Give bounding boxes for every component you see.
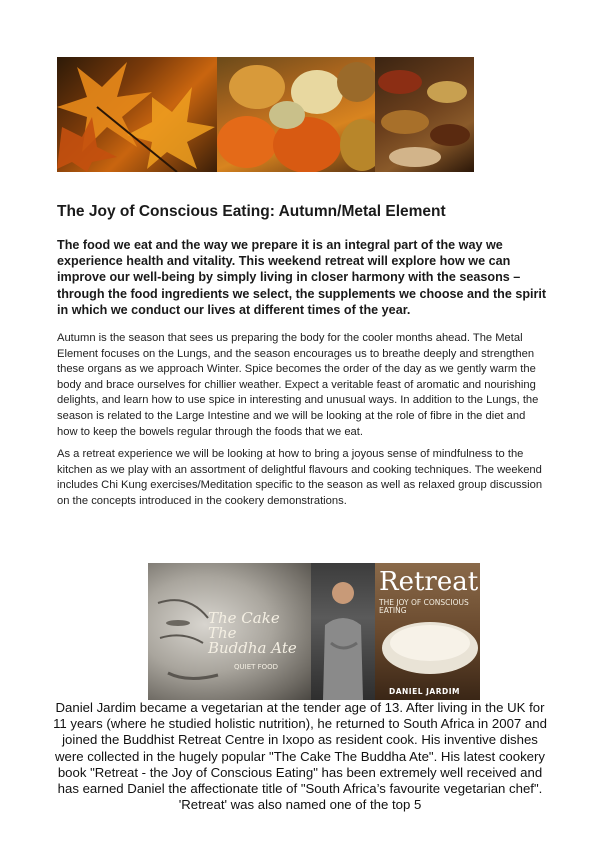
squash-pumpkins-photo [217,57,375,172]
autumn-paragraph: Autumn is the season that sees us preparing the body for the cooler months ahead. The Metal Element focuses on the Lungs, and the season encourages us to breathe deeply and strengthen these organs as we approach Winter. Spice becomes the order of the day as we gently warm the body and brace ourselves for chillier weather. Expect a veritable feast of aromatic and nourishing delights, and learn how to use spice in interesting and unusual ways. In addition to the Lungs, the season is related to the Large Intestine and we will be looking at the role of fibre in the diet and how to keep the bowels regular through the foods that we eat. [57,332,539,438]
retreat-book-subtitle: THE JOY OF CONSCIOUS EATING [379,598,469,615]
page-title: The Joy of Conscious Eating: Autumn/Metal Element [57,203,446,220]
retreat-book-title: Retreat [379,567,479,597]
author-bio: Daniel Jardim became a vegetarian at the tender age of 13. After living in the UK for 11 years (where he studied holistic nutrition), he returned to South Africa in 2007 and joined the Buddhist Retreat Centre in Ixopo as resident cook. His inventive dishes were collected in the hugely popular "The Cake The Buddha Ate". His latest cookery book "Retreat - the Joy of Conscious Eating" has been extremely well received and has earned Daniel the affectionate title of "South Africa’s favourite vegetarian chef". 'Retreat' was also named one of the top 5 [53,700,547,813]
retreat-book-author: DANIEL JARDIM [389,687,460,696]
book-covers-image [148,563,480,700]
retreat-paragraph: As a retreat experience we will be looking at how to bring a joyous sense of mindfulness to the kitchen as we play with an assortment of delightful flavours and cooking techniques. The weekend includes Chi Kung exercises/Meditation specific to the season as well as relaxed group discussion on the concepts introduced in the cookery demonstrations. [57,448,543,507]
header-banner [57,57,474,172]
cake-book-subtitle: QUIET FOOD [234,663,279,671]
cake-buddha-ate-cover [148,563,311,700]
cake-book-title: The Cake The Buddha Ate [208,609,297,657]
intro-paragraph: The food we eat and the way we prepare it is an integral part of the way we experience health and vitality. This weekend retreat will explore how we can improve our well-being by simply living in closer harmony with the seasons – through the food ingredients we select, the supplements we choose and the spirit in which we conduct our lives at different times of the year. [57,238,547,317]
spices-photo [375,57,474,172]
autumn-leaves-photo [57,57,217,172]
retreat-cover [375,563,480,700]
chef-portrait-photo [311,563,375,700]
